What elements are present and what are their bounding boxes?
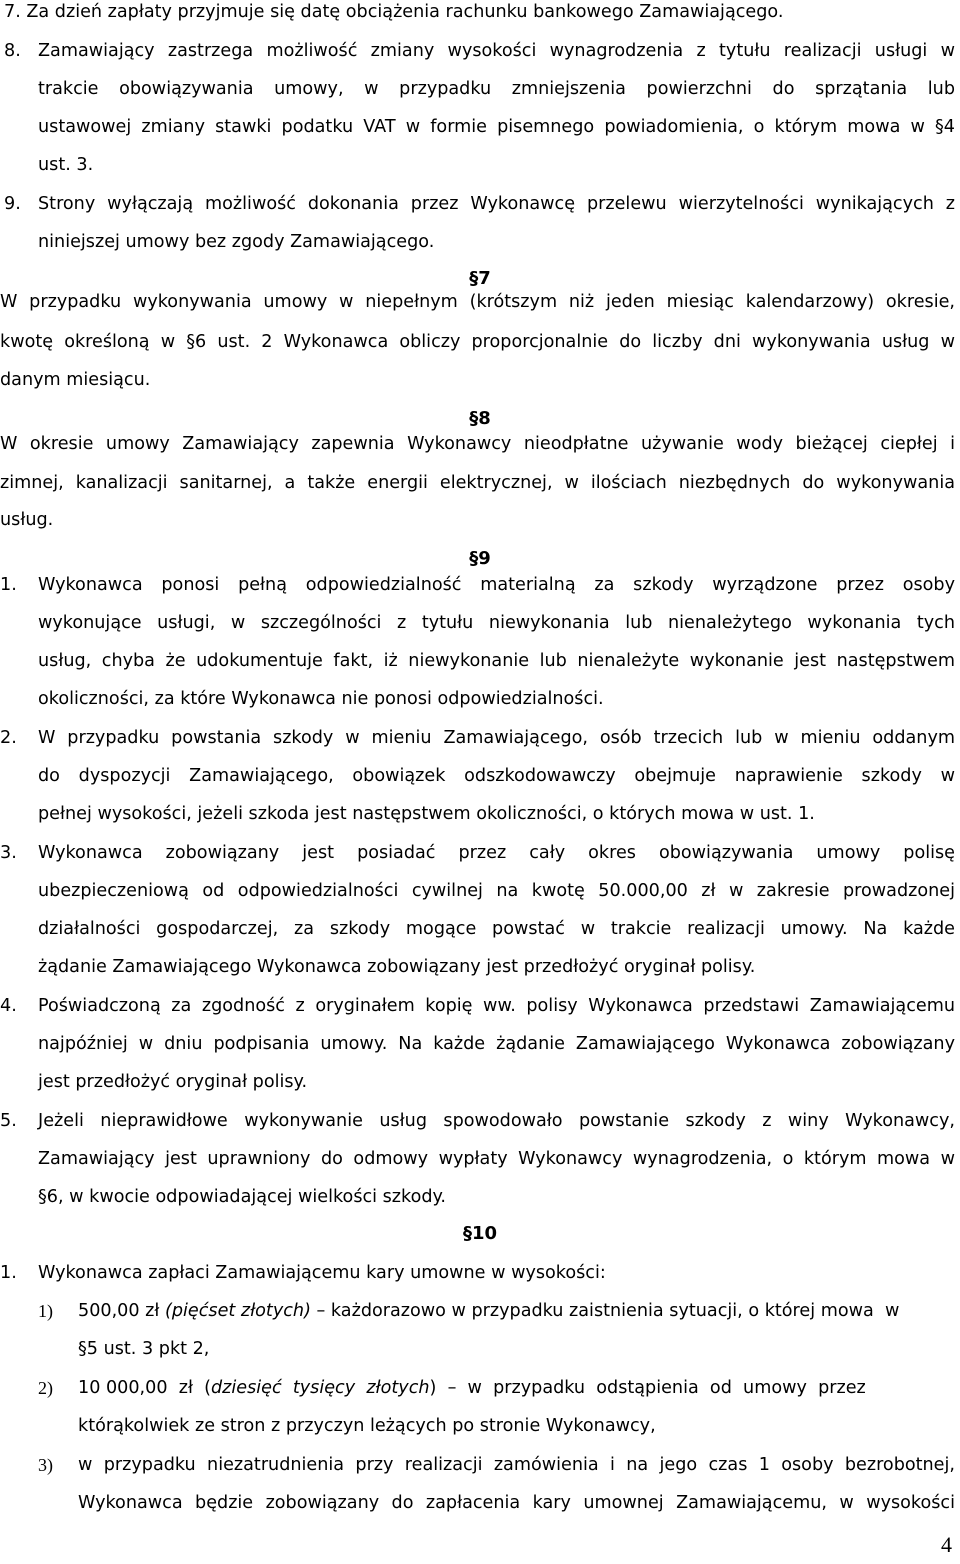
s9-item-4-line-1: Poświadczoną za zgodność z oryginałem kopię ww. polisy Wykonawca przedstawi Zamawiającemu <box>38 996 955 1016</box>
list-item-3-number: 3) <box>38 1455 53 1475</box>
li2-amount-words: dziesięć tysięcy złotych <box>211 1378 430 1398</box>
section-8-heading: §8 <box>469 408 491 429</box>
paragraph-9-number: 9. <box>4 194 21 214</box>
paragraph-8-line-4: ust. 3. <box>38 155 94 175</box>
list-item-1-line-1 <box>78 1300 955 1322</box>
paragraph-9-line-2: niniejszej umowy bez zgody Zamawiającego. <box>38 232 435 252</box>
section-8-line-2: zimnej, kanalizacji sanitarnej, a także energii elektrycznej, w ilościach niezbędnych do wykonywania <box>0 473 955 493</box>
list-item-2-number: 2) <box>38 1378 53 1398</box>
li1-amount: 500,00 zł <box>78 1301 165 1321</box>
s9-item-4-line-3: jest przedłożyć oryginał polisy. <box>38 1072 308 1092</box>
s9-item-3-line-3: działalności gospodarczej, za szkody mogące powstać w trakcie realizacji umowy. Na każde <box>38 919 955 939</box>
s9-item-5-line-3: §6, w kwocie odpowiadającej wielkości szkody. <box>38 1187 447 1207</box>
s9-item-2-line-1: W przypadku powstania szkody w mieniu Zamawiającego, osób trzecich lub w mieniu oddanym <box>38 728 955 748</box>
s9-item-4-number: 4. <box>0 996 17 1016</box>
list-item-2-line-2: którąkolwiek ze stron z przyczyn leżących po stronie Wykonawcy, <box>78 1416 656 1436</box>
li2-amount: 10 000,00 zł ( <box>78 1378 212 1398</box>
s9-item-1-line-4: okoliczności, za które Wykonawca nie ponosi odpowiedzialności. <box>38 689 604 709</box>
s9-item-1-number: 1. <box>0 575 17 595</box>
paragraph-8-line-1: Zamawiający zastrzega możliwość zmiany wysokości wynagrodzenia z tytułu realizacji usługi w <box>38 41 955 61</box>
s9-item-3-line-2: ubezpieczeniową od odpowiedzialności cywilnej na kwotę 50.000,00 zł w zakresie prowadzonej <box>38 881 955 901</box>
section-8-line-1: W okresie umowy Zamawiający zapewnia Wykonawcy nieodpłatne używanie wody bieżącej ciepłej i <box>0 434 955 454</box>
s9-item-1-line-3: usług, chyba że udokumentuje fakt, iż niewykonanie lub nienależyte wykonanie jest następstwem <box>38 651 955 671</box>
section-7-line-3: danym miesiącu. <box>0 370 151 390</box>
s9-item-2-line-2: do dyspozycji Zamawiającego, obowiązek odszkodowawczy obejmuje naprawienie szkody w <box>38 766 955 786</box>
section-8-line-3: usług. <box>0 510 54 530</box>
s9-item-3-line-1: Wykonawca zobowiązany jest posiadać przez cały okres obowiązywania umowy polisę <box>38 843 955 863</box>
s9-item-2-line-3: pełnej wysokości, jeżeli szkoda jest następstwem okoliczności, o których mowa w ust. 1. <box>38 804 815 824</box>
page-number: 4 <box>941 1532 952 1557</box>
s9-item-1-line-2: wykonujące usługi, w szczególności z tytułu niewykonania lub nienależytego wykonania tych <box>38 613 955 633</box>
li1-amount-words: (pięćset złotych) <box>164 1301 311 1321</box>
paragraph-8-line-2: trakcie obowiązywania umowy, w przypadku zmniejszenia powierzchni do sprzątania lub <box>38 79 955 99</box>
list-item-2-line-1 <box>78 1377 866 1399</box>
list-item-3-line-1: w przypadku niezatrudnienia przy realizacji zamówienia i na jego czas 1 osoby bezrobotnej, <box>78 1455 955 1475</box>
section-7-line-2: kwotę określoną w §6 ust. 2 Wykonawca obliczy proporcjonalnie do liczby dni wykonywania usług w <box>0 332 955 352</box>
section-9-heading: §9 <box>469 548 491 569</box>
s9-item-1-line-1: Wykonawca ponosi pełną odpowiedzialność materialną za szkody wyrządzone przez osoby <box>38 575 955 595</box>
list-item-1-number: 1) <box>38 1301 53 1321</box>
section-7-heading: §7 <box>469 268 491 289</box>
li2-rest: ) – w przypadku odstąpienia od umowy przez <box>429 1378 866 1398</box>
s9-item-3-number: 3. <box>0 843 17 863</box>
paragraph-8-line-3: ustawowej zmiany stawki podatku VAT w formie pisemnego powiadomienia, o którym mowa w §4 <box>38 117 955 137</box>
paragraph-7: 7. Za dzień zapłaty przyjmuje się datę obciążenia rachunku bankowego Zamawiającego. <box>4 2 784 22</box>
s9-item-5-line-1: Jeżeli nieprawidłowe wykonywanie usług spowodowało powstanie szkody z winy Wykonawcy, <box>38 1111 955 1131</box>
s9-item-5-line-2: Zamawiający jest uprawniony do odmowy wypłaty Wykonawcy wynagrodzenia, o którym mowa w <box>38 1149 955 1169</box>
s9-item-4-line-2: najpóźniej w dniu podpisania umowy. Na każde żądanie Zamawiającego Wykonawca zobowiązany <box>38 1034 955 1054</box>
paragraph-9-line-1: Strony wyłączają możliwość dokonania przez Wykonawcę przelewu wierzytelności wynikających z <box>38 194 955 214</box>
list-item-1-line-2: §5 ust. 3 pkt 2, <box>78 1339 210 1359</box>
s10-item-1-line-1: Wykonawca zapłaci Zamawiającemu kary umowne w wysokości: <box>38 1263 606 1283</box>
s10-item-1-number: 1. <box>0 1263 17 1283</box>
list-item-3-line-2: Wykonawca będzie zobowiązany do zapłacenia kary umownej Zamawiającemu, w wysokości <box>78 1493 955 1513</box>
section-7-line-1: W przypadku wykonywania umowy w niepełnym (krótszym niż jeden miesiąc kalendarzowy) okresie, <box>0 292 955 312</box>
paragraph-8-number: 8. <box>4 41 21 61</box>
li1-rest: – każdorazowo w przypadku zaistnienia sytuacji, o której mowa w <box>310 1301 900 1321</box>
s9-item-2-number: 2. <box>0 728 17 748</box>
s9-item-3-line-4: żądanie Zamawiającego Wykonawca zobowiązany jest przedłożyć oryginał polisy. <box>38 957 756 977</box>
section-10-heading: §10 <box>462 1223 498 1244</box>
s9-item-5-number: 5. <box>0 1111 17 1131</box>
